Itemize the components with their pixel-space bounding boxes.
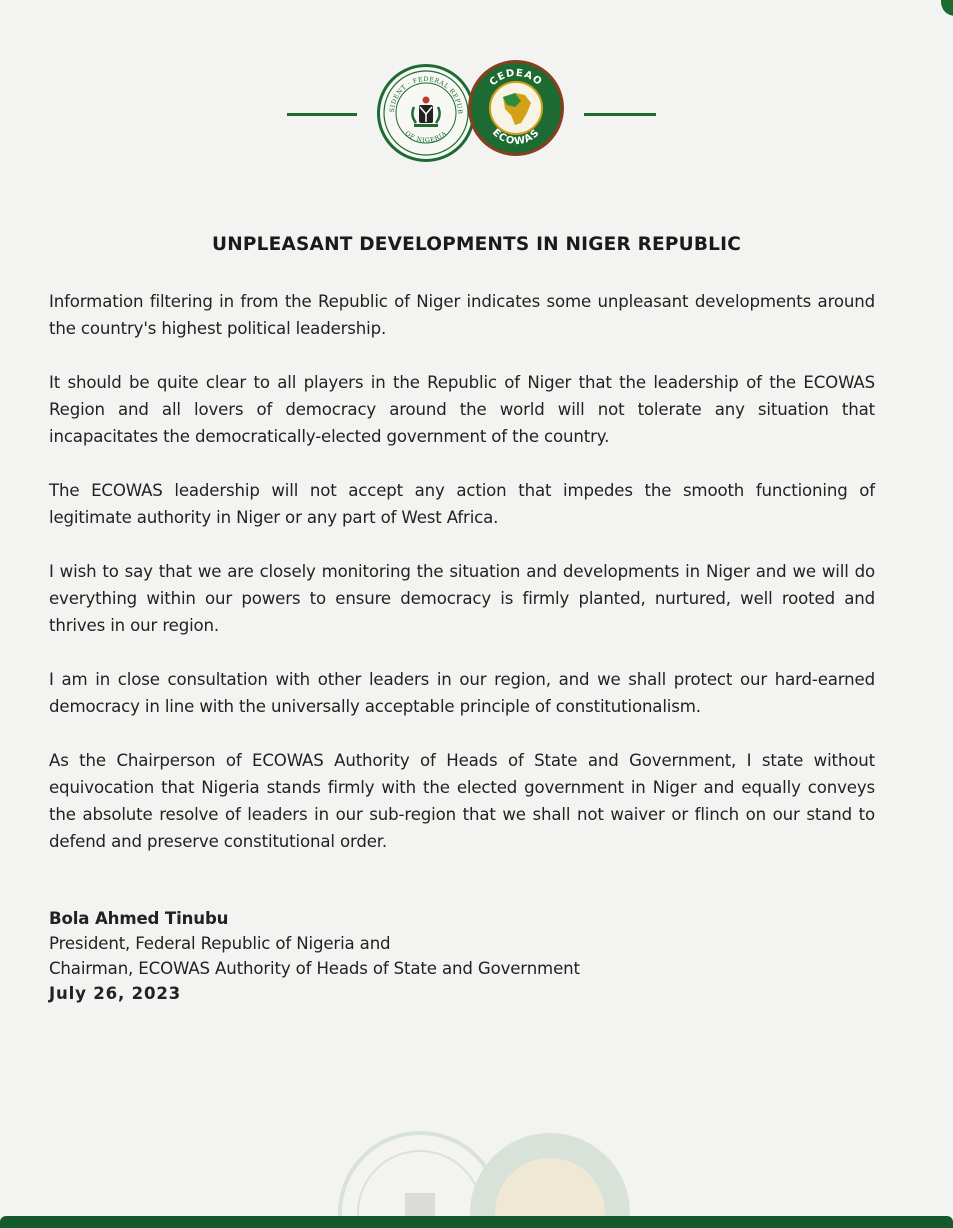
paragraph: I am in close consultation with other leaders in our region, and we shall protect our hard-earned democracy in line with the universally acceptable principle of constitutionalism. bbox=[49, 670, 875, 716]
signatory-title-line1: President, Federal Republic of Nigeria and bbox=[49, 934, 391, 953]
header-rule-right bbox=[584, 113, 656, 116]
watermark-seals-icon bbox=[300, 1118, 660, 1228]
paragraph: Information filtering in from the Republic of Niger indicates some unpleasant developments around the country's highest political leadership. bbox=[49, 292, 875, 338]
paragraph: The ECOWAS leadership will not accept any action that impedes the smooth functioning of legitimate authority in Niger or any part of West Africa. bbox=[49, 481, 875, 527]
statement-date: July 26, 2023 bbox=[49, 984, 182, 1003]
svg-text:ECOWAS: ECOWAS bbox=[489, 127, 543, 148]
footer-band bbox=[0, 1216, 953, 1228]
paragraph: As the Chairperson of ECOWAS Authority of Heads of State and Government, I state without equivocation that Nigeria stands firmly with the elected government in Niger and equally conveys the absolute resolve of leaders in our sub-region that we shall not waiver or flinch on our stand to defend and preserve constitutional order. bbox=[49, 751, 875, 851]
svg-text:CEDEAO: CEDEAO bbox=[487, 67, 545, 89]
svg-text:OF NIGERIA: OF NIGERIA bbox=[403, 130, 449, 145]
signatory-name: Bola Ahmed Tinubu bbox=[49, 909, 229, 928]
paragraph: It should be quite clear to all players in the Republic of Niger that the leadership of the ECOWAS Region and all lovers of democracy around the world will not tolerate any situation that incapacitates the democratically-elected government of the country. bbox=[49, 373, 875, 446]
svg-text:PRESIDENT · FEDERAL REPUBLIC: SIDENT · FEDERAL REPUB bbox=[388, 75, 464, 115]
nigeria-presidential-seal-icon bbox=[377, 64, 475, 162]
signatory-title-line2: Chairman, ECOWAS Authority of Heads of State and Government bbox=[49, 959, 580, 978]
paragraph: I wish to say that we are closely monitoring the situation and developments in Niger and we will do everything within our powers to ensure democracy is firmly planted, nurtured, well rooted and thrives in our region. bbox=[49, 562, 875, 635]
letterhead bbox=[0, 60, 953, 170]
statement-body bbox=[49, 288, 875, 882]
ecowas-seal-icon bbox=[468, 60, 564, 156]
header-rule-left bbox=[287, 113, 357, 116]
signature-block bbox=[49, 906, 849, 1006]
corner-accent bbox=[941, 0, 953, 16]
document-title: UNPLEASANT DEVELOPMENTS IN NIGER REPUBLIC bbox=[212, 234, 741, 255]
